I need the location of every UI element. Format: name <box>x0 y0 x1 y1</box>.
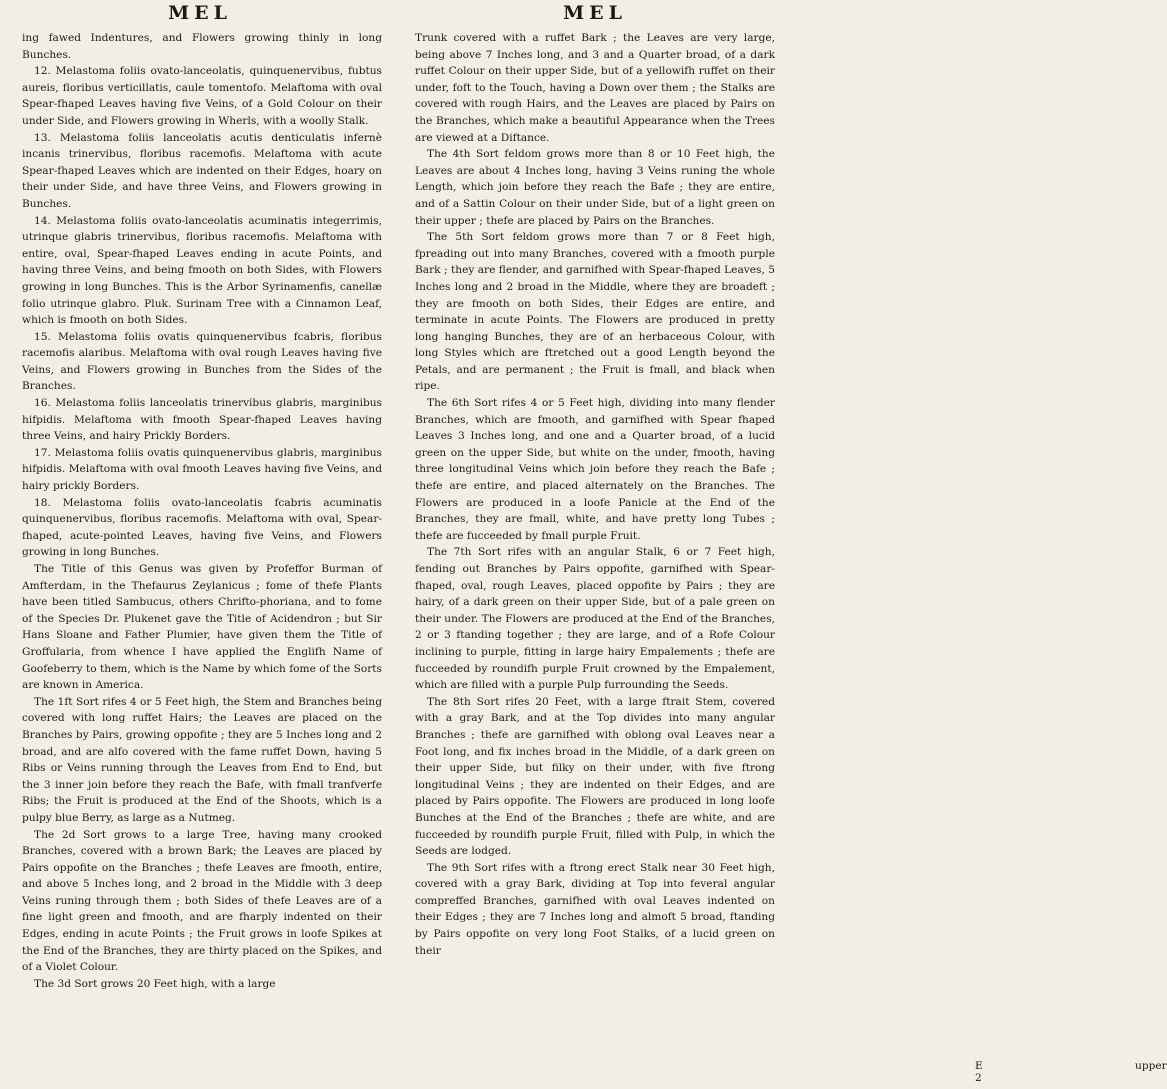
paragraph: The 4th Sort feldom grows more than 8 or 10 Feet high, the Leaves are about 4 Inches long, having 3 Veins runing the whole Length, which join before they reach the Bafe ; they are entire, and of a Sattin Colour on their under Side, but of a light green on their upper ; thefe are placed by Pairs on the Branches. <box>415 148 775 227</box>
paragraph: The Title of this Genus was given by Profeffor Burman of Amfterdam, in the Thefaurus Zeylanicus ; fome of thefe Plants have been titled Sambucus, others Chrifto-phoriana, and to fome of the Species Dr. Plukenet gave the Title of Acidendron ; but Sir Hans Sloane and Father Plumier, have given them the Title of Groffularia, from whence I have applied the Englifh Name of Goofeberry to them, which is the Name by which fome of the Sorts are known in America. <box>22 563 382 692</box>
paragraph: 18. Melastoma foliis ovato-lanceolatis fcabris acuminatis quinquenervibus, floribus racemofis. Melaftoma with oval, Spear-fhaped, acute-pointed Leaves, having five Veins, and Flowers growing in long Bunches. <box>22 496 382 559</box>
paragraph: The 5th Sort feldom grows more than 7 or 8 Feet high, fpreading out into many Branches, covered with a fmooth purple Bark ; they are flender, and garnifhed with Spear-fhaped Leaves, 5 Inches long and 2 broad in the Middle, where they are broadeft ; they are fmooth on both Sides, their Edges are entire, and terminate in acute Points. The Flowers are produced in pretty long hanging Bunches, they are of an herbaceous Colour, with long Styles which are ftretched out a good Length beyond the Petals, and are permanent ; the Fruit is fmall, and black when ripe. <box>415 231 775 393</box>
paragraph: The 3d Sort grows 20 Feet high, with a large <box>34 977 276 990</box>
left-column <box>22 30 382 992</box>
paragraph: ing fawed Indentures, and Flowers growing thinly in long Bunches. <box>22 32 382 61</box>
running-head-left: MEL <box>168 2 232 24</box>
paragraph: The 9th Sort rifes with a ftrong erect Stalk near 30 Feet high, covered with a gray Bark, dividing at Top into feveral angular compreffed Branches, garnifhed with oval Leaves indented on their Edges ; they are 7 Inches long and almoft 5 broad, ftanding by Pairs oppofite on very long Foot Stalks, of a lucid green on their <box>415 861 775 957</box>
right-column <box>415 30 775 959</box>
paragraph: 17. Melastoma foliis ovatis quinquenervibus glabris, marginibus hifpidis. Melaftoma with oval fmooth Leaves having five Veins, and hairy prickly Borders. <box>22 446 382 493</box>
paragraph: 16. Melastoma foliis lanceolatis trinervibus glabris, marginibus hifpidis. Melaftoma with fmooth Spear-fhaped Leaves having three Veins, and hairy Prickly Borders. <box>22 397 382 443</box>
signature-mark: E 2 <box>975 1060 983 1084</box>
paragraph: The 1ft Sort rifes 4 or 5 Feet high, the Stem and Branches being covered with long ruffet Hairs; the Leaves are placed on the Branches by Pairs, growing oppofite ; they are 5 Inches long and 2 broad, and are alfo covered with the fame ruffet Down, having 5 Ribs or Veins running through the Leaves from End to End, but the 3 inner join before they reach the Bafe, with fmall tranfverfe Ribs; the Fruit is produced at the End of the Shoots, which is a pulpy blue Berry, as large as a Nutmeg. <box>22 695 382 824</box>
paragraph: Trunk covered with a ruffet Bark ; the Leaves are very large, being above 7 Inches long, and 3 and a Quarter broad, of a dark ruffet Colour on their upper Side, but of a yellowifh ruffet on their under, foft to the Touch, having a Down over them ; the Stalks are covered with rough Hairs, and the Leaves are placed by Pairs on the Branches, which make a beautiful Appearance when the Trees are viewed at a Diftance. <box>415 32 775 144</box>
paragraph: 15. Melastoma foliis ovatis quinquenervibus fcabris, floribus racemofis alaribus. Melaftoma with oval rough Leaves having five Veins, and Flowers growing in Bunches from the Sides of the Branches. <box>22 330 382 393</box>
paragraph: 13. Melastoma foliis lanceolatis acutis denticulatis infernè incanis trinervibus, floribus racemofis. Melaftoma with acute Spear-fhaped Leaves which are indented on their Edges, hoary on their under Side, and have three Veins, and Flowers growing in Bunches. <box>22 131 382 210</box>
paragraph: 14. Melastoma foliis ovato-lanceolatis acuminatis integerrimis, utrinque glabris trinervibus, floribus racemofis. Melaftoma with entire, oval, Spear-fhaped Leaves ending in acute Points, and having three Veins, and being fmooth on both Sides, with Flowers growing in long Bunches. This is the Arbor Syrinamenfis, canellæ folio utrinque glabro. Pluk. Surinam Tree with a Cinnamon Leaf, which is fmooth on both Sides. <box>22 214 382 327</box>
paragraph: The 6th Sort rifes 4 or 5 Feet high, dividing into many flender Branches, which are fmooth, and garnifhed with Spear fhaped Leaves 3 Inches long, and one and a Quarter broad, of a lucid green on the upper Side, but white on the under, fmooth, having three longitudinal Veins which join before they reach the Bafe ; thefe are entire, and placed alternately on the Branches. The Flowers are produced in a loofe Panicle at the End of the Branches, they are fmall, white, and have pretty long Tubes ; thefe are fucceeded by fmall purple Fruit. <box>415 397 775 542</box>
running-head-right: MEL <box>563 2 627 24</box>
paragraph: The 8th Sort rifes 20 Feet, with a large ftrait Stem, covered with a gray Bark, and at the Top divides into many angular Branches ; thefe are garnifhed with oblong oval Leaves near a Foot long, and fix inches broad in the Middle, of a dark green on their upper Side, but filky on their under, with five ftrong longitudinal Veins ; they are indented on their Edges, and are placed by Pairs oppofite. The Flowers are produced in long loofe Bunches at the End of the Branches ; thefe are white, and are fucceeded by roundifh purple Fruit, filled with Pulp, in which the Seeds are lodged. <box>415 695 775 858</box>
catchword: upper <box>1135 1060 1167 1072</box>
paragraph: The 7th Sort rifes with an angular Stalk, 6 or 7 Feet high, fending out Branches by Pairs oppofite, garnifhed with Spear-fhaped, oval, rough Leaves, placed oppofite by Pairs ; they are hairy, of a dark green on their upper Side, but of a pale green on their under. The Flowers are produced at the End of the Branches, 2 or 3 ftanding together ; they are large, and of a Rofe Colour inclining to purple, fitting in large hairy Empalements ; thefe are fucceeded by roundifh purple Fruit crowned by the Empalement, which are filled with a purple Pulp furrounding the Seeds. <box>415 546 775 692</box>
paragraph: 12. Melastoma foliis ovato-lanceolatis, quinquenervibus, fubtus aureis, floribus verticillatis, caule tomentofo. Melaftoma with oval Spear-fhaped Leaves having five Veins, of a Gold Colour on their under Side, and Flowers growing in Wherls, with a woolly Stalk. <box>22 65 382 127</box>
paragraph: The 2d Sort grows to a large Tree, having many crooked Branches, covered with a brown Bark; the Leaves are placed by Pairs oppofite on the Branches ; thefe Leaves are fmooth, entire, and above 5 Inches long, and 2 broad in the Middle with 3 deep Veins runing through them ; both Sides of thefe Leaves are of a fine light green and fmooth, and are fharply indented on their Edges, ending in acute Points ; the Fruit grows in loofe Spikes at the End of the Branches, they are thirty placed on the Spikes, and of a Violet Colour. <box>22 828 382 974</box>
